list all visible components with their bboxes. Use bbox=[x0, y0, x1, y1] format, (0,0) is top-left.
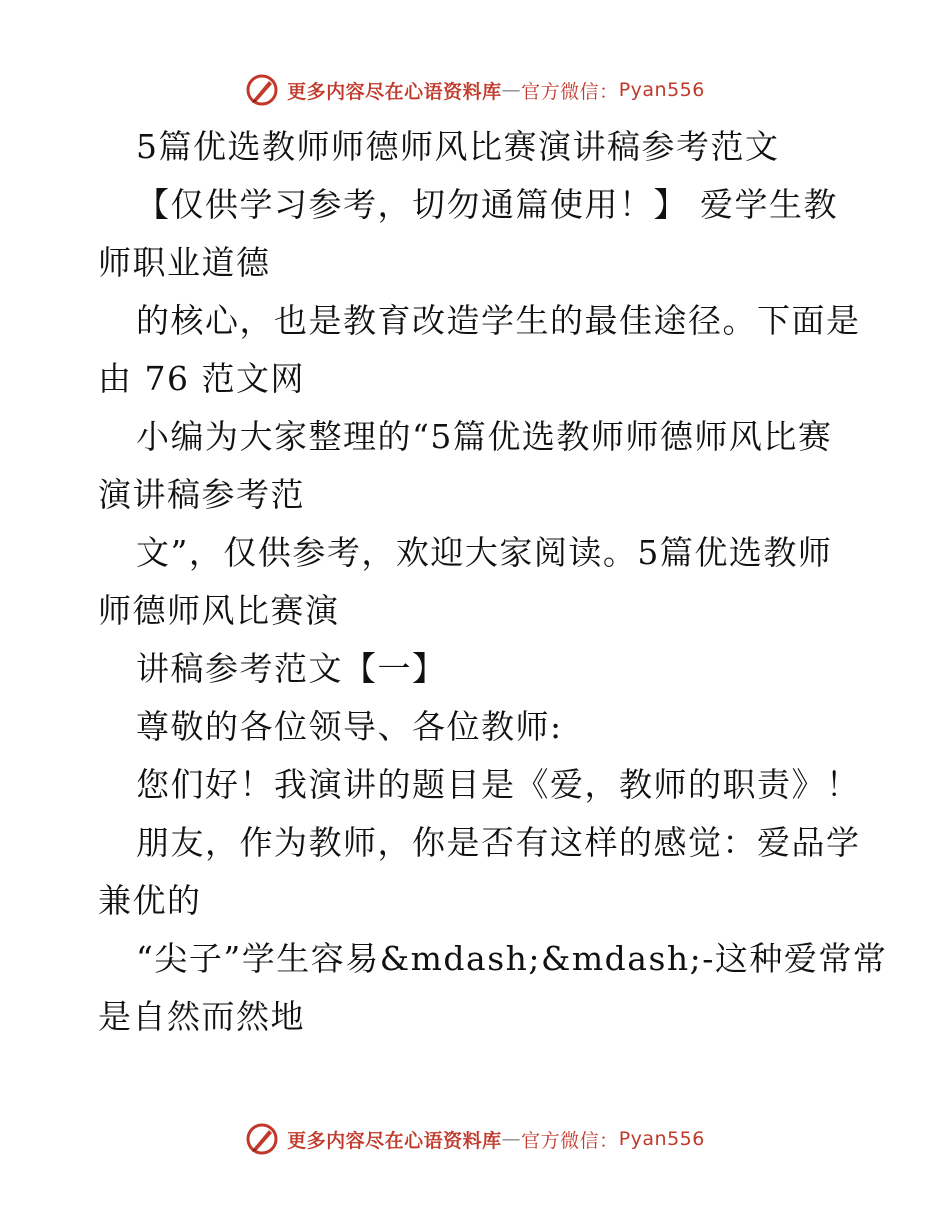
text-line: 演讲稿参考范 bbox=[98, 475, 305, 514]
text-line: 讲稿参考范文【一】 bbox=[136, 649, 447, 688]
text-line: 小编为大家整理的“5篇优选教师师德师风比赛 bbox=[136, 417, 833, 456]
watermark-banner-bottom bbox=[0, 1117, 950, 1161]
text-line: 朋友，作为教师，你是否有这样的感觉：爱品学 bbox=[136, 823, 861, 862]
text-line: 尊敬的各位领导、各位教师: bbox=[136, 707, 563, 746]
watermark-dash: — bbox=[501, 79, 522, 101]
text-line: 是自然而然地 bbox=[98, 997, 305, 1036]
watermark-wechat-id: Pyan556 bbox=[618, 1128, 705, 1150]
watermark-official-label: 官方微信： bbox=[521, 1129, 619, 1152]
watermark-promo-text: 更多内容尽在心语资料库 bbox=[287, 80, 502, 103]
watermark-banner-top bbox=[0, 68, 950, 112]
text-line: 5篇优选教师师德师风比赛演讲稿参考范文 bbox=[136, 127, 780, 166]
text-line: 的核心，也是教育改造学生的最佳途径。下面是 bbox=[136, 301, 861, 340]
text-line: 兼优的 bbox=[98, 881, 202, 920]
text-line: 师职业道德 bbox=[98, 243, 271, 282]
watermark-official-label: 官方微信： bbox=[521, 80, 619, 103]
watermark-wechat-id: Pyan556 bbox=[618, 79, 705, 101]
text-line: 由 76 范文网 bbox=[98, 359, 305, 398]
document-body bbox=[98, 118, 888, 1046]
text-line: 文”，仅供参考，欢迎大家阅读。5篇优选教师 bbox=[136, 533, 833, 572]
pen-seal-logo-icon bbox=[245, 73, 279, 107]
text-line: 【仅供学习参考，切勿通篇使用！】 爱学生教 bbox=[136, 185, 838, 224]
watermark-dash: — bbox=[501, 1128, 522, 1150]
pen-seal-logo-icon bbox=[245, 1122, 279, 1156]
watermark-promo-text: 更多内容尽在心语资料库 bbox=[287, 1129, 502, 1152]
text-line: 您们好！我演讲的题目是《爱，教师的职责》！ bbox=[136, 765, 861, 804]
text-line: “尖子”学生容易&mdash;&mdash;-这种爱常常 bbox=[136, 939, 888, 978]
text-line: 师德师风比赛演 bbox=[98, 591, 340, 630]
